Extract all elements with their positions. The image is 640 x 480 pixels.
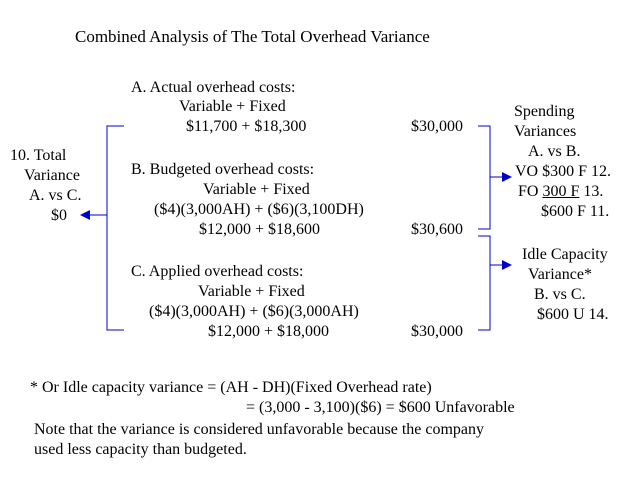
spending-bracket	[478, 126, 490, 229]
section-a-heading: A. Actual overhead costs:	[131, 79, 296, 96]
footnote-line4: used less capacity than budgeted.	[34, 441, 247, 458]
total-variance-line1: 10. Total	[10, 147, 67, 164]
section-c-heading: C. Applied overhead costs:	[131, 263, 304, 280]
fo-prefix: FO	[518, 183, 543, 200]
total-variance-line3: A. vs C.	[29, 187, 82, 204]
left-bracket	[107, 126, 124, 330]
idle-variance-line3: B. vs C.	[534, 286, 586, 303]
idle-variance-line4: $600 U 14.	[537, 306, 609, 323]
fo-amount: 300 F	[542, 183, 580, 200]
section-a-amounts: $11,700 + $18,300	[186, 118, 307, 135]
section-c-formula: ($4)(3,000AH) + ($6)(3,000AH)	[149, 303, 359, 320]
section-a-subheading: Variable + Fixed	[179, 98, 286, 115]
section-b-subheading: Variable + Fixed	[203, 181, 310, 198]
fo-suffix: 13.	[579, 183, 604, 200]
section-c-amounts: $12,000 + $18,000	[208, 323, 330, 340]
footnote-line1: * Or Idle capacity variance = (AH - DH)(Fixed Overhead rate)	[30, 379, 432, 396]
footnote-line2: = (3,000 - 3,100)($6) = $600 Unfavorable	[246, 399, 515, 416]
spending-arrow-head	[502, 172, 512, 182]
idle-variance-line1: Idle Capacity	[522, 246, 608, 263]
section-b-total: $30,600	[411, 221, 463, 238]
section-b-heading: B. Budgeted overhead costs:	[131, 161, 315, 178]
spending-variance-vo: VO $300 F 12.	[515, 163, 612, 180]
idle-bracket	[478, 236, 490, 330]
page-title: Combined Analysis of The Total Overhead Variance	[75, 27, 430, 46]
idle-arrow-head	[502, 260, 512, 270]
spending-variance-line3: A. vs B.	[528, 143, 581, 160]
section-c-subheading: Variable + Fixed	[198, 283, 305, 300]
total-variance-line4: $0	[51, 207, 67, 224]
section-b-formula: ($4)(3,000AH) + ($6)(3,100DH)	[154, 201, 364, 218]
spending-variance-total: $600 F 11.	[541, 203, 610, 220]
spending-variance-line2: Variances	[514, 123, 577, 140]
section-c-total: $30,000	[411, 323, 463, 340]
section-b-amounts: $12,000 + $18,600	[199, 221, 321, 238]
spending-variance-fo	[518, 182, 603, 202]
idle-variance-line2: Variance*	[528, 266, 592, 283]
spending-variance-line1: Spending	[514, 103, 575, 120]
section-a-total: $30,000	[411, 118, 463, 135]
total-variance-line2: Variance	[24, 167, 80, 184]
total-variance-arrow-head	[80, 210, 90, 220]
footnote-line3: Note that the variance is considered unfavorable because the company	[34, 421, 485, 438]
